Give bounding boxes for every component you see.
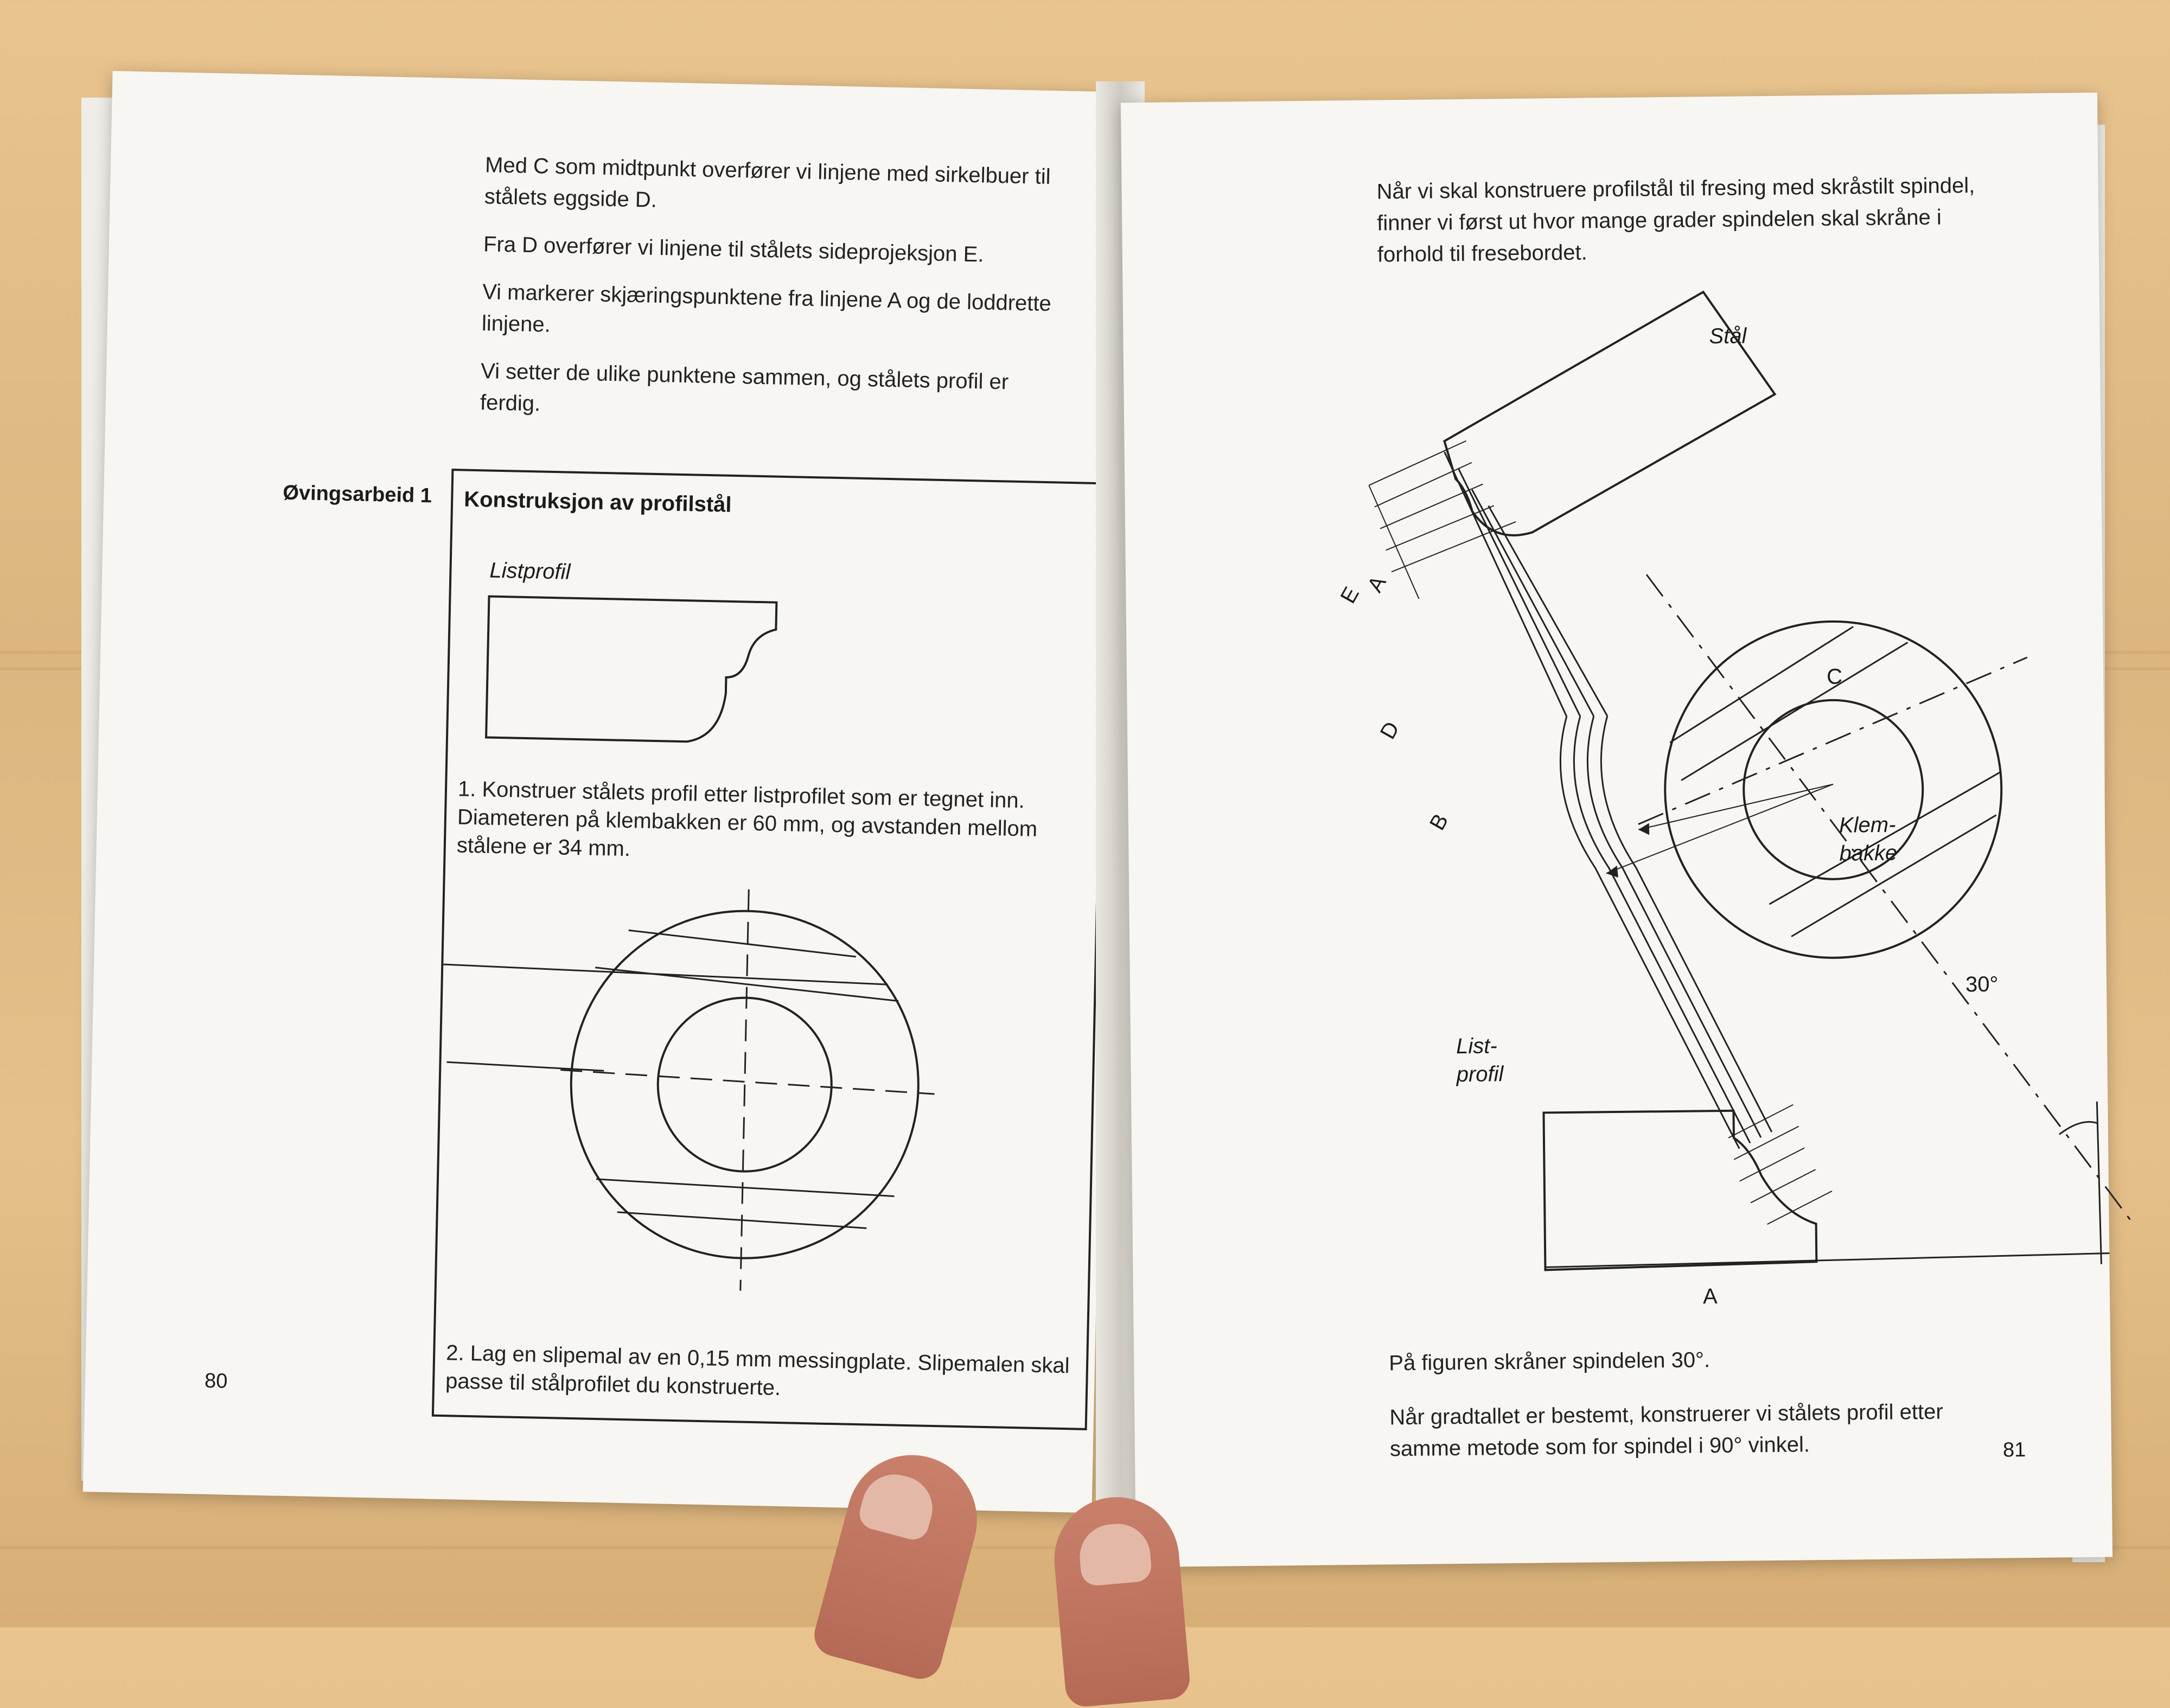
point-e-label: E [1336, 583, 1364, 607]
caption-2: Når gradtallet er bestemt, konstruerer vi stålets profil etter samme metode som for spindel i 90° vinkel. [1389, 1399, 1943, 1461]
step-2-text: 2. Lag en slipemal av en 0,15 mm messingplate. Slipemalen skal passe til stålprofilet du konstruerte. [445, 1341, 1070, 1400]
paragraph-1: Med C som midtpunkt overfører vi linjene med sirkelbuer til stålets eggside D. [484, 153, 1051, 212]
step-1-text: 1. Konstruer stålets profil etter listprofilet som er tegnet inn. Diameteren på klembakken er 60 mm, og avstanden mellom stålene er 34 mm. [456, 777, 1038, 861]
right-intro-text: Når vi skal konstruere profilstål til fresing med skråstilt spindel, finner vi først ut hvor mange grader spindelen skal skråne i forhold til fresebordet. [1376, 174, 1975, 267]
point-c-label: C [1826, 664, 1843, 689]
left-page-number: 80 [204, 1369, 228, 1393]
exercise-box [432, 469, 1107, 1430]
paragraph-4: Vi setter de ulike punktene sammen, og stålets profil er ferdig. [480, 359, 1009, 416]
list-profile-label-right: List-profil [1456, 1034, 1504, 1087]
point-a-bottom-label: A [1702, 1284, 1718, 1309]
profile-steel-construction-drawing [1307, 267, 2054, 1197]
paragraph-3: Vi markerer skjæringspunktene fra linjene A og de loddrette linjene. [481, 280, 1052, 337]
clamp-label: Klem-bakke [1839, 813, 1898, 866]
right-page-number: 81 [2002, 1438, 2026, 1462]
list-profile-label: Listprofil [489, 558, 571, 584]
steel-label: Stål [1709, 324, 1747, 349]
point-b-label: B [1425, 810, 1453, 835]
caption-1: På figuren skråner spindelen 30°. [1389, 1348, 1711, 1376]
list-profile-drawing [480, 591, 787, 760]
exercise-title: Konstruksjon av profilstål [463, 487, 732, 517]
point-d-label: D [1375, 718, 1405, 744]
left-intro-text [480, 149, 1071, 447]
clamp-circle-drawing [437, 883, 1096, 1309]
point-a-top-label: A [1363, 572, 1391, 597]
angle-label: 30° [1965, 972, 1999, 997]
right-page [1121, 93, 2112, 1568]
paragraph-2: Fra D overfører vi linjene til stålets sideprojeksjon E. [483, 232, 984, 267]
left-page [83, 71, 1121, 1513]
exercise-label: Øvingsarbeid 1 [282, 481, 432, 508]
